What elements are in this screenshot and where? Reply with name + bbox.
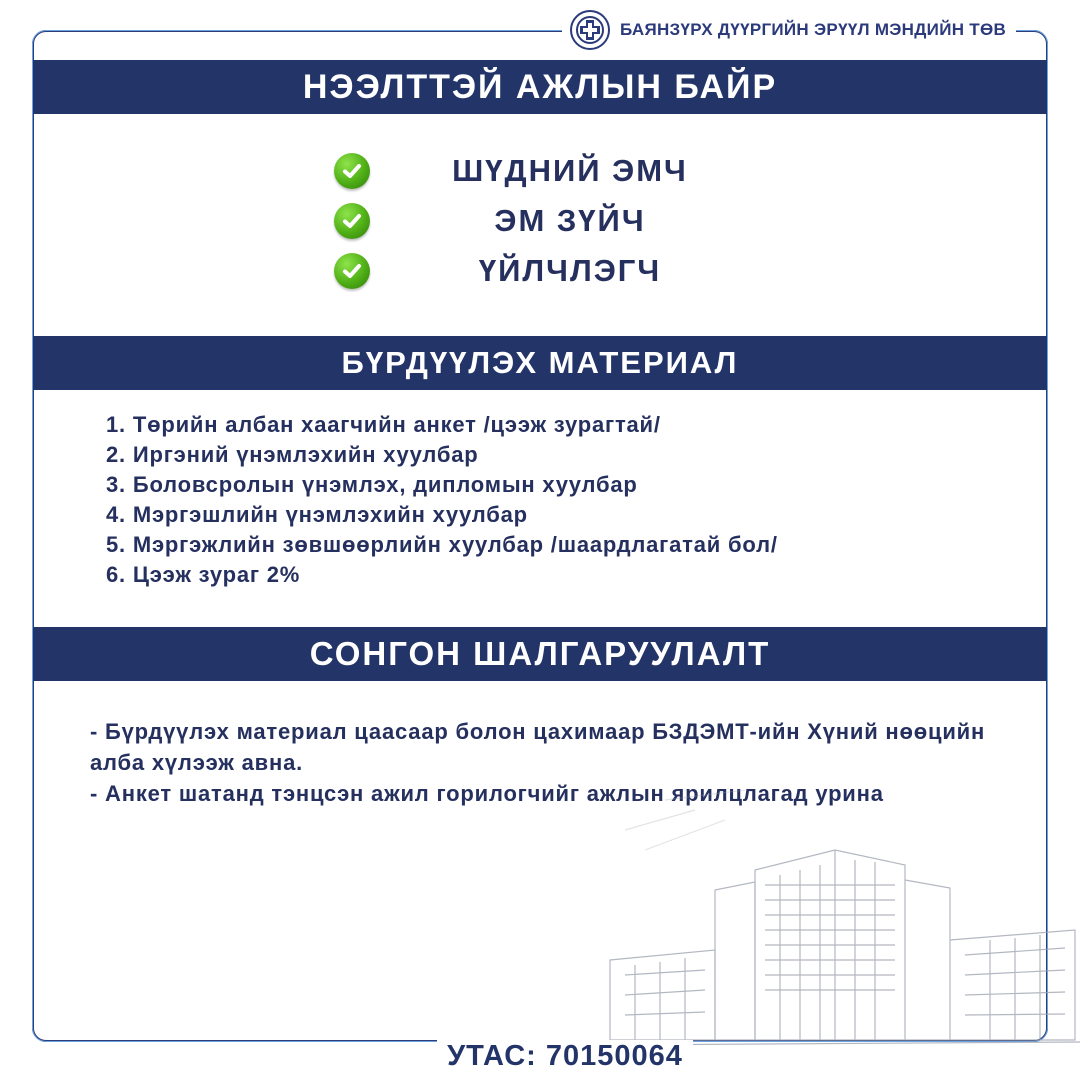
job-title: ҮЙЛЧЛЭГЧ bbox=[478, 253, 662, 288]
job-title: ШҮДНИЙ ЭМЧ bbox=[452, 153, 688, 188]
job-list bbox=[334, 146, 754, 296]
job-item bbox=[334, 146, 754, 196]
job-title: ЭМ ЗҮЙЧ bbox=[494, 203, 646, 238]
job-item bbox=[334, 246, 754, 296]
selection-heading: СОНГОН ШАЛГАРУУЛАЛТ bbox=[33, 627, 1047, 681]
materials-heading: БҮРДҮҮЛЭХ МАТЕРИАЛ bbox=[33, 336, 1047, 390]
phone-number: УТАС: 70150064 bbox=[437, 1040, 693, 1073]
material-item: 3. Боловсролын үнэмлэх, дипломын хуулбар bbox=[106, 472, 638, 497]
vacancies-heading: НЭЭЛТТЭЙ АЖЛЫН БАЙР bbox=[33, 60, 1047, 114]
checkmark-icon bbox=[334, 253, 370, 289]
medical-cross-logo-icon bbox=[570, 10, 610, 50]
material-item: 4. Мэргэшлийн үнэмлэхийн хуулбар bbox=[106, 502, 528, 527]
materials-list bbox=[106, 410, 778, 590]
contact-footer bbox=[0, 1040, 1080, 1073]
material-item: 2. Иргэний үнэмлэхийн хуулбар bbox=[106, 442, 479, 467]
job-item bbox=[334, 196, 754, 246]
checkmark-icon bbox=[334, 203, 370, 239]
hospital-building-illustration bbox=[605, 790, 1080, 1060]
selection-note: - Анкет шатанд тэнцсэн ажил горилогчийг ажлын ярилцлагад урина bbox=[90, 781, 884, 806]
checkmark-icon bbox=[334, 153, 370, 189]
material-item: 5. Мэргэжлийн зөвшөөрлийн хуулбар /шаардлагатай бол/ bbox=[106, 532, 778, 557]
material-item: 6. Цээж зураг 2% bbox=[106, 562, 301, 587]
selection-note: - Бүрдүүлэх материал цаасаар болон цахимаар БЗДЭМТ-ийн Хүний нөөцийн алба хүлээж авна. bbox=[90, 719, 986, 775]
organization-name: БАЯНЗҮРХ ДҮҮРГИЙН ЭРҮҮЛ МЭНДИЙН ТӨВ bbox=[620, 20, 1007, 39]
organization-header bbox=[562, 8, 1016, 52]
material-item: 1. Төрийн албан хаагчийн анкет /цээж зурагтай/ bbox=[106, 412, 661, 437]
